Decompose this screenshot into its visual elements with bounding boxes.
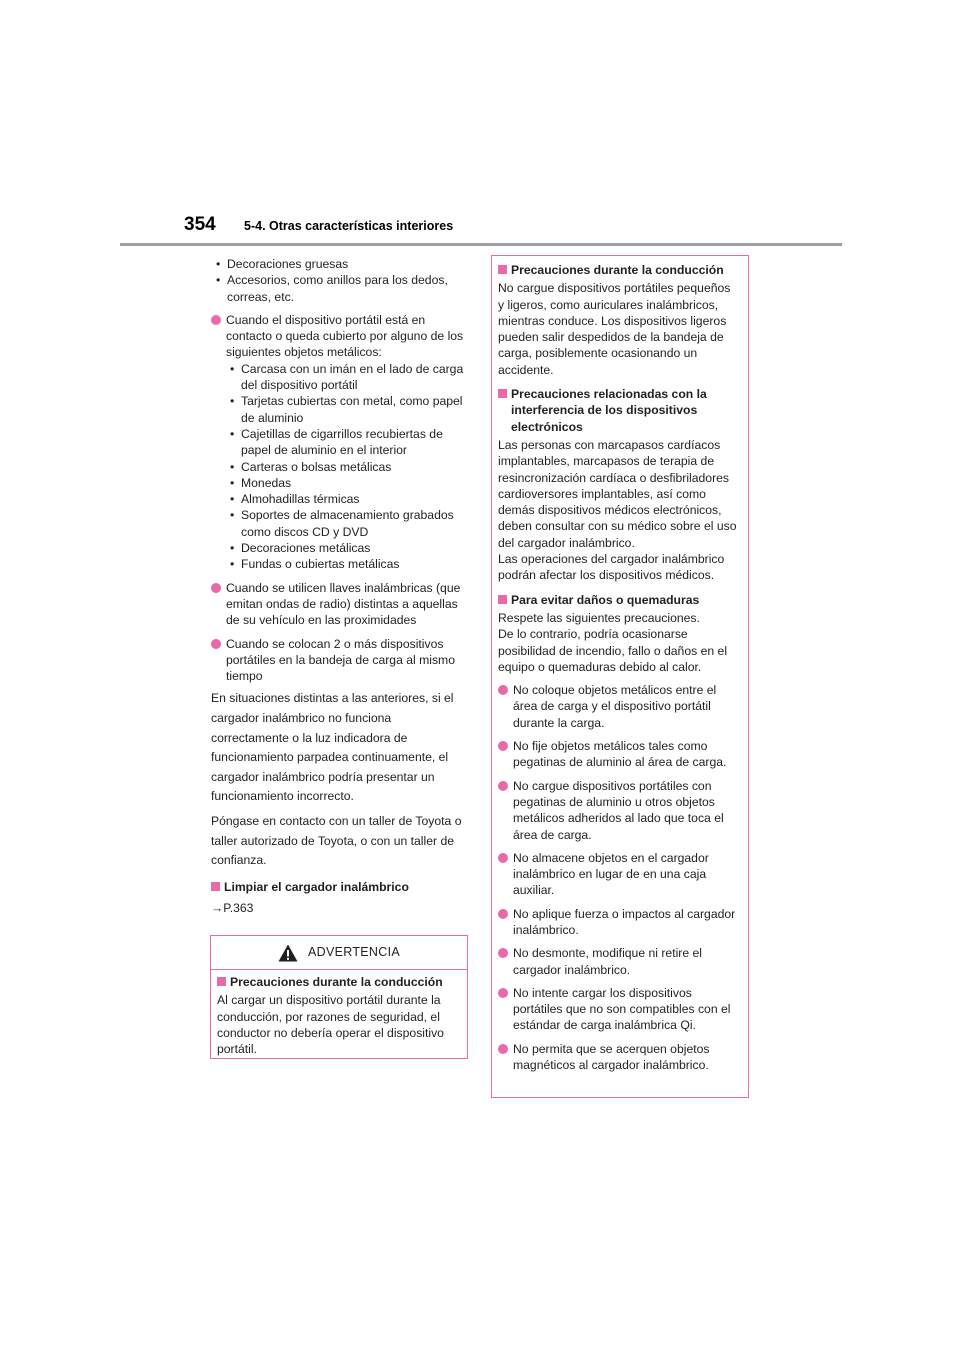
- circle-bullet-icon: [211, 583, 221, 593]
- warning-heading: Precauciones durante la conducción: [217, 974, 458, 990]
- circle-bullet-icon: [211, 639, 221, 649]
- paragraph-respect: Respete las siguientes precauciones.: [498, 610, 700, 625]
- list-item: No fije objetos metálicos tales como pegatinas de aluminio al área de carga.: [498, 738, 739, 771]
- list-item: No coloque objetos metálicos entre el área de carga y el dispositivo portátil durante la carga.: [498, 682, 739, 731]
- paragraph-contact: Póngase en contacto con un taller de Toyota o taller autorizado de Toyota, o con un taller de confianza.: [211, 813, 462, 868]
- list-item: • Decoraciones metálicas: [225, 540, 469, 556]
- clean-charger-heading: Limpiar el cargador inalámbrico: [211, 879, 469, 895]
- list-item: • Accesorios, como anillos para los dedos, correas, etc.: [211, 272, 469, 305]
- bullet-metal-objects: [211, 312, 469, 573]
- list-item: • Carcasa con un imán en el lado de carga del dispositivo portátil: [225, 361, 469, 394]
- list-item: No intente cargar los dispositivos portátiles que no son compatibles con el estándar de carga inalámbrica Qi.: [498, 985, 739, 1034]
- heading-driving-precautions: Precauciones durante la conducción: [498, 262, 739, 278]
- page-reference-link[interactable]: →P.363: [211, 901, 254, 916]
- paragraph-driving: No cargue dispositivos portátiles pequeños y ligeros, como auriculares inalámbricos, mientras conduce. Los dispositivos ligeros pueden salir despedidos de la bandeja de carga, posiblemente ocasionando un accidente.: [498, 281, 731, 377]
- list-item: • Fundas o cubiertas metálicas: [225, 556, 469, 572]
- square-bullet-icon: [217, 977, 226, 986]
- list-item: No cargue dispositivos portátiles con pegatinas de aluminio u otros objetos metálicos adheridos al lado que toca el área de carga.: [498, 778, 739, 843]
- warning-header: [211, 936, 467, 970]
- header-rule: [120, 243, 842, 246]
- list-item: No almacene objetos en el cargador inalámbrico en lugar de en una caja auxiliar.: [498, 850, 739, 899]
- warning-label: ADVERTENCIA: [308, 945, 400, 960]
- list-item: • Decoraciones gruesas: [211, 256, 469, 272]
- list-item: • Cajetillas de cigarrillos recubiertas de papel de aluminio en el interior: [225, 426, 469, 459]
- warning-triangle-icon: [278, 944, 298, 962]
- page-number: 354: [184, 214, 216, 235]
- circle-bullet-icon: [498, 853, 508, 863]
- circle-bullet-icon: [211, 315, 221, 325]
- bullet-text: Cuando el dispositivo portátil está en contacto o queda cubierto por alguno de los siguientes objetos metálicos:: [226, 312, 464, 360]
- circle-bullet-icon: [498, 1044, 508, 1054]
- paragraph-malfunction: En situaciones distintas a las anteriores, si el cargador inalámbrico no funciona correctamente o la luz indicadora de funcionamiento parpadea continuamente, el cargador inalámbrico podría presentar un funcionamiento incorrecto.: [211, 691, 454, 804]
- circle-bullet-icon: [498, 685, 508, 695]
- list-item: • Soportes de almacenamiento grabados como discos CD y DVD: [225, 507, 469, 540]
- circle-bullet-icon: [498, 781, 508, 791]
- bullet-multiple-devices: [211, 636, 469, 685]
- square-bullet-icon: [498, 265, 507, 274]
- paragraph-pacemakers: Las personas con marcapasos cardíacos implantables, marcapasos de terapia de resincronización cardíaca o desfibriladores cardioversores implantables, así como demás dispositivos médicos electrónicos, deben consultar con su médico sobre el uso del cargador inalámbrico.: [498, 437, 737, 550]
- warning-box: [210, 935, 468, 1059]
- circle-bullet-icon: [498, 909, 508, 919]
- list-item: • Tarjetas cubiertas con metal, como papel de aluminio: [225, 393, 469, 426]
- heading-avoid-damage: Para evitar daños o quemaduras: [498, 592, 739, 608]
- list-item: No aplique fuerza o impactos al cargador inalámbrico.: [498, 906, 739, 939]
- list-item: No desmonte, modifique ni retire el cargador inalámbrico.: [498, 945, 739, 978]
- section-title: 5-4. Otras características interiores: [244, 219, 454, 233]
- list-item: • Monedas: [225, 475, 469, 491]
- circle-bullet-icon: [498, 741, 508, 751]
- bullet-text: Cuando se utilicen llaves inalámbricas (que emitan ondas de radio) distintas a aquellas de su vehículo en las proximidades: [226, 580, 461, 628]
- warning-text: Al cargar un dispositivo portátil durante la conducción, por razones de seguridad, el conductor no debería operar el dispositivo portátil.: [217, 993, 444, 1057]
- list-item: • Almohadillas térmicas: [225, 491, 469, 507]
- list-item: • Carteras o bolsas metálicas: [225, 459, 469, 475]
- square-bullet-icon: [211, 882, 220, 891]
- left-column: [211, 256, 469, 916]
- circle-bullet-icon: [498, 948, 508, 958]
- paragraph-medical-devices: Las operaciones del cargador inalámbrico podrán afectar los dispositivos médicos.: [498, 552, 725, 583]
- bullet-wireless-keys: [211, 580, 469, 629]
- circle-bullet-icon: [498, 988, 508, 998]
- heading-electronic-interference: Precauciones relacionadas con la interferencia de los dispositivos electrónicos: [498, 386, 739, 435]
- square-bullet-icon: [498, 595, 507, 604]
- paragraph-otherwise: De lo contrario, podría ocasionarse posibilidad de incendio, fallo o daños en el equipo o quemaduras debido al calor.: [498, 627, 728, 674]
- list-item: No permita que se acerquen objetos magnéticos al cargador inalámbrico.: [498, 1041, 739, 1074]
- precautions-box: [491, 255, 749, 1098]
- bullet-text: Cuando se colocan 2 o más dispositivos portátiles en la bandeja de carga al mismo tiempo: [226, 636, 455, 684]
- square-bullet-icon: [498, 389, 507, 398]
